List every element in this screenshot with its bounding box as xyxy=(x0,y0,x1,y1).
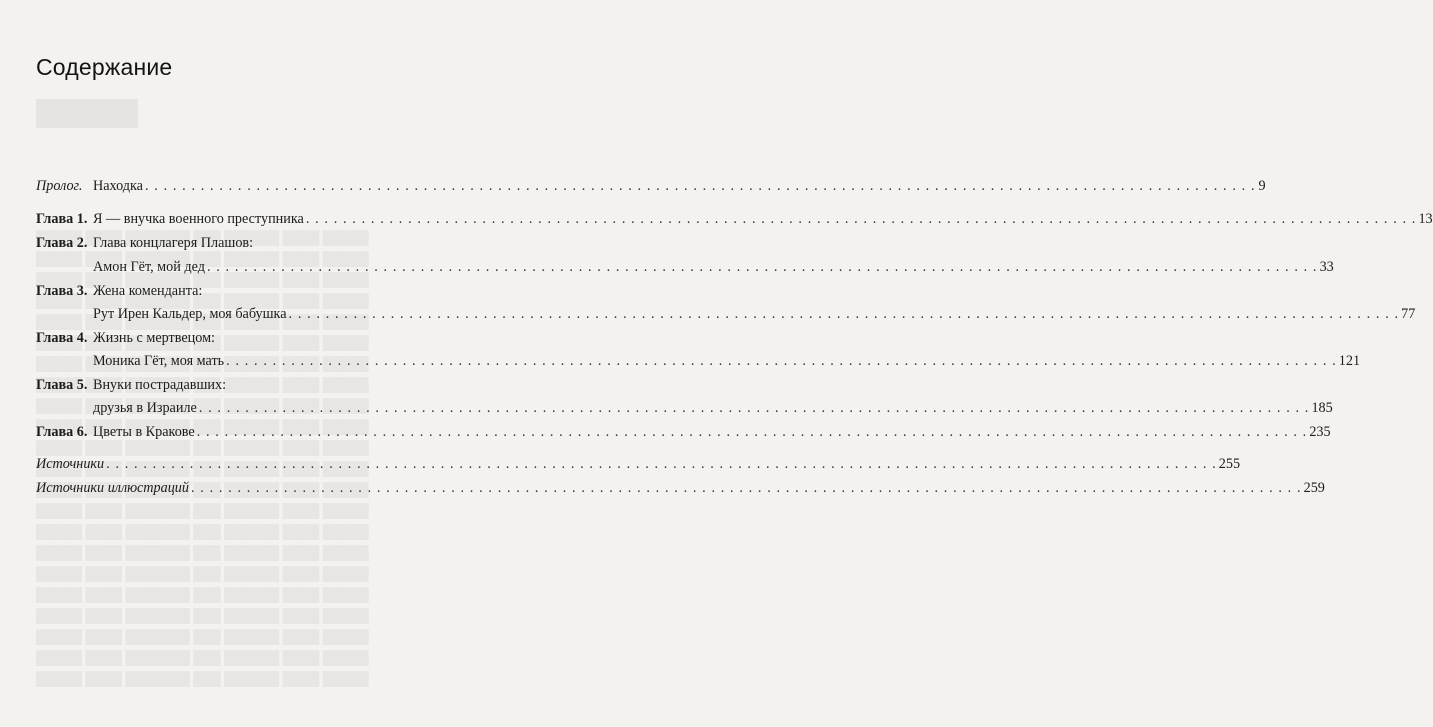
toc-entry-title: Источники xyxy=(36,456,105,472)
toc-entry-title: друзья в Израиле xyxy=(93,400,197,416)
toc-row xyxy=(36,424,1331,444)
toc-row xyxy=(36,178,1266,198)
toc-row xyxy=(36,211,1433,231)
toc-page-number: 259 xyxy=(1303,480,1325,496)
toc-entry-title: Моника Гёт, моя мать xyxy=(93,353,225,369)
toc-page-number: 185 xyxy=(1311,400,1333,416)
dot-leader: . . . . . . . . . . . . . . . . . . . . . . . . . . . . . . . . . . . . . . . . . . . . . . . . . . . . . . . . . . . . . . . . . . . . . . . . . . . . . . . . . . . . . . . . . . . . . . . . . . . . . . . . . . . . . . . . . . . . . . . . xyxy=(206,259,1318,275)
toc-page-number: 255 xyxy=(1218,456,1241,472)
toc-entry-title: Внуки пострадавших: xyxy=(93,377,227,393)
toc-row xyxy=(36,353,1361,373)
bleed-through-line xyxy=(36,669,406,689)
toc-row xyxy=(36,400,1333,420)
toc-page-number: 13 xyxy=(1418,211,1433,227)
toc-entry-title: Жена коменданта: xyxy=(93,283,203,299)
toc-row xyxy=(36,456,1241,476)
bleed-through-line xyxy=(36,648,406,668)
toc-page-number: 77 xyxy=(1401,306,1416,322)
page-title: Содержание xyxy=(36,54,173,80)
bleed-through-line xyxy=(36,585,406,605)
dot-leader: . . . . . . . . . . . . . . . . . . . . . . . . . . . . . . . . . . . . . . . . . . . . . . . . . . . . . . . . . . . . . . . . . . . . . . . . . . . . . . . . . . . . . . . . . . . . . . . . . . . . . . . . . . . . . . . . . . . . . . . . xyxy=(106,456,1217,472)
dot-leader: . . . . . . . . . . . . . . . . . . . . . . . . . . . . . . . . . . . . . . . . . . . . . . . . . . . . . . . . . . . . . . . . . . . . . . . . . . . . . . . . . . . . . . . . . . . . . . . . . . . . . . . . . . . . . . . . . . . . . . . . xyxy=(144,178,1256,194)
toc-page-number: 9 xyxy=(1258,178,1266,194)
toc-row xyxy=(36,306,1416,326)
toc-row xyxy=(36,377,398,397)
toc-entry-title: Я — внучка военного преступника xyxy=(93,211,304,227)
bleed-through-line xyxy=(36,522,406,542)
toc-entry-title: Глава концлагеря Плашов: xyxy=(93,235,254,251)
toc-entry-title: Цветы в Кракове xyxy=(93,424,195,440)
toc-row xyxy=(36,330,398,350)
dot-leader: . . . . . . . . . . . . . . . . . . . . . . . . . . . . . . . . . . . . . . . . . . . . . . . . . . . . . . . . . . . . . . . . . . . . . . . . . . . . . . . . . . . . . . . . . . . . . . . . . . . . . . . . . . . . . . . . . . . . . . . . xyxy=(226,353,1337,369)
toc-entry-label: Глава 2. xyxy=(36,235,88,251)
toc-entry-label: Глава 5. xyxy=(36,377,88,393)
dot-leader: . . . . . . . . . . . . . . . . . . . . . . . . . . . . . . . . . . . . . . . . . . . . . . . . . . . . . . . . . . . . . . . . . . . . . . . . . . . . . . . . . . . . . . . . . . . . . . . . . . . . . . . . . . . . . . . . . . . . . . . . xyxy=(288,306,1400,322)
toc-row xyxy=(36,283,398,303)
dot-leader: . . . . . . . . . . . . . . . . . . . . . . . . . . . . . . . . . . . . . . . . . . . . . . . . . . . . . . . . . . . . . . . . . . . . . . . . . . . . . . . . . . . . . . . . . . . . . . . . . . . . . . . . . . . . . . . . . . . . . . . . xyxy=(191,480,1302,496)
toc-entry-title: Жизнь с мертвецом: xyxy=(93,330,215,346)
toc-entry-label: Глава 6. xyxy=(36,424,88,440)
bleed-through-line xyxy=(36,627,406,647)
bleed-through-line xyxy=(36,543,406,563)
bleed-through-heading: ██████ xyxy=(36,100,139,127)
dot-leader: . . . . . . . . . . . . . . . . . . . . . . . . . . . . . . . . . . . . . . . . . . . . . . . . . . . . . . . . . . . . . . . . . . . . . . . . . . . . . . . . . . . . . . . . . . . . . . . . . . . . . . . . . . . . . . . . . . . . . . . . xyxy=(196,424,1308,440)
dot-leader: . . . . . . . . . . . . . . . . . . . . . . . . . . . . . . . . . . . . . . . . . . . . . . . . . . . . . . . . . . . . . . . . . . . . . . . . . . . . . . . . . . . . . . . . . . . . . . . . . . . . . . . . . . . . . . . . . . . . . . . . xyxy=(198,400,1310,416)
toc-entry-label: Глава 4. xyxy=(36,330,88,346)
toc-entry-label: Глава 3. xyxy=(36,283,88,299)
bleed-through-line xyxy=(36,501,406,521)
toc-row xyxy=(36,259,1334,279)
toc-entry-title: Источники иллюстраций xyxy=(36,480,189,496)
toc-row xyxy=(36,480,1325,500)
toc-entry-title: Находка xyxy=(93,178,143,194)
toc-page-number: 121 xyxy=(1338,353,1361,369)
toc-entry-label: Пролог. xyxy=(36,178,83,194)
toc-entry-label: Глава 1. xyxy=(36,211,88,227)
toc-entry-title: Рут Ирен Кальдер, моя бабушка xyxy=(93,306,287,322)
bleed-through-line xyxy=(36,606,406,626)
toc-page-number: 235 xyxy=(1309,424,1331,440)
toc-page-number: 33 xyxy=(1319,259,1334,275)
dot-leader: . . . . . . . . . . . . . . . . . . . . . . . . . . . . . . . . . . . . . . . . . . . . . . . . . . . . . . . . . . . . . . . . . . . . . . . . . . . . . . . . . . . . . . . . . . . . . . . . . . . . . . . . . . . . . . . . . . . . . . . . xyxy=(305,211,1417,227)
toc-row xyxy=(36,235,398,255)
toc-entry-title: Амон Гёт, мой дед xyxy=(93,259,205,275)
bleed-through-line xyxy=(36,564,406,584)
